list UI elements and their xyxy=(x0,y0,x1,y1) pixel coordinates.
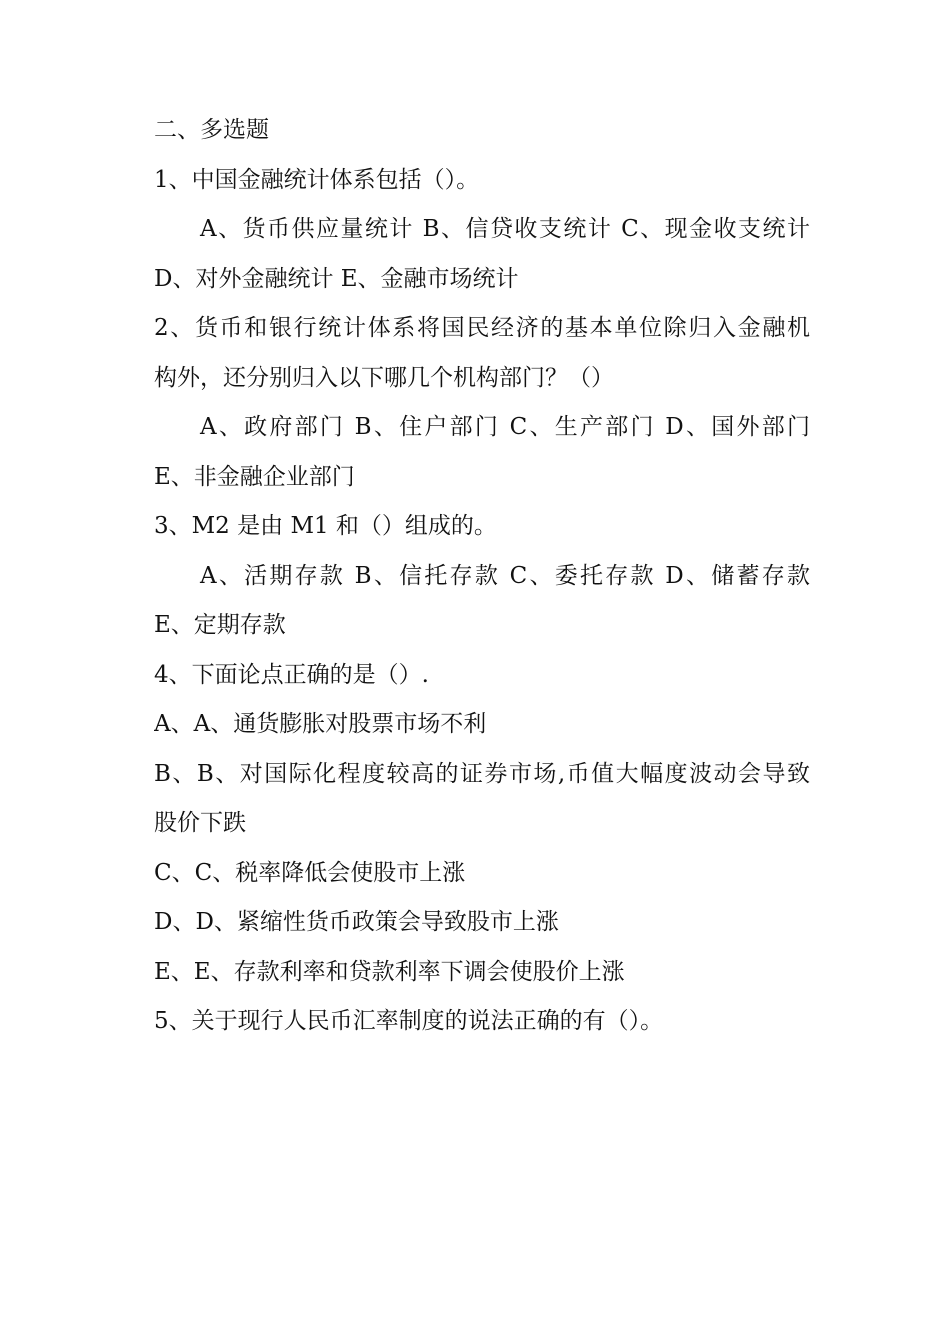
question-5: 5、关于现行人民币汇率制度的说法正确的有（）。 xyxy=(154,1008,664,1034)
question-4-option-b-line-1: B、B、对国际化程度较高的证券市场,币值大幅度波动会导致 xyxy=(154,760,810,787)
question-4-option-d: D、D、紧缩性货币政策会导致股市上涨 xyxy=(154,909,559,935)
question-2-line-1: 2、货币和银行统计体系将国民经济的基本单位除归入金融机 xyxy=(154,315,810,341)
question-1: 1、中国金融统计体系包括（）。 xyxy=(154,166,480,193)
question-4-option-a: A、A、通货膨胀对股票市场不利 xyxy=(154,711,487,737)
question-1-options-line-2: D、对外金融统计 E、金融市场统计 xyxy=(154,265,519,292)
question-3: 3、M2 是由 M1 和（）组成的。 xyxy=(154,513,497,539)
document-content xyxy=(154,106,810,1047)
question-1-options-line-1: A、货币供应量统计 B、信贷收支统计 C、现金收支统计 xyxy=(200,216,810,242)
question-4: 4、下面论点正确的是（）. xyxy=(154,661,429,688)
question-3-options-line-1: A、活期存款 B、信托存款 C、委托存款 D、储蓄存款 xyxy=(200,562,810,589)
question-2-line-2: 构外，还分别归入以下哪几个机构部门？（） xyxy=(154,364,614,391)
section-title: 二、多选题 xyxy=(154,117,269,143)
question-2-options-line-1: A、政府部门 B、住户部门 C、生产部门 D、国外部门 xyxy=(200,414,810,440)
question-3-options-line-2: E、定期存款 xyxy=(154,612,286,638)
question-4-option-c: C、C、税率降低会使股市上涨 xyxy=(154,859,466,886)
question-4-option-e: E、E、存款利率和贷款利率下调会使股价上涨 xyxy=(154,958,625,985)
question-4-option-b-line-2: 股价下跌 xyxy=(154,810,246,836)
question-2-options-line-2: E、非金融企业部门 xyxy=(154,463,355,490)
